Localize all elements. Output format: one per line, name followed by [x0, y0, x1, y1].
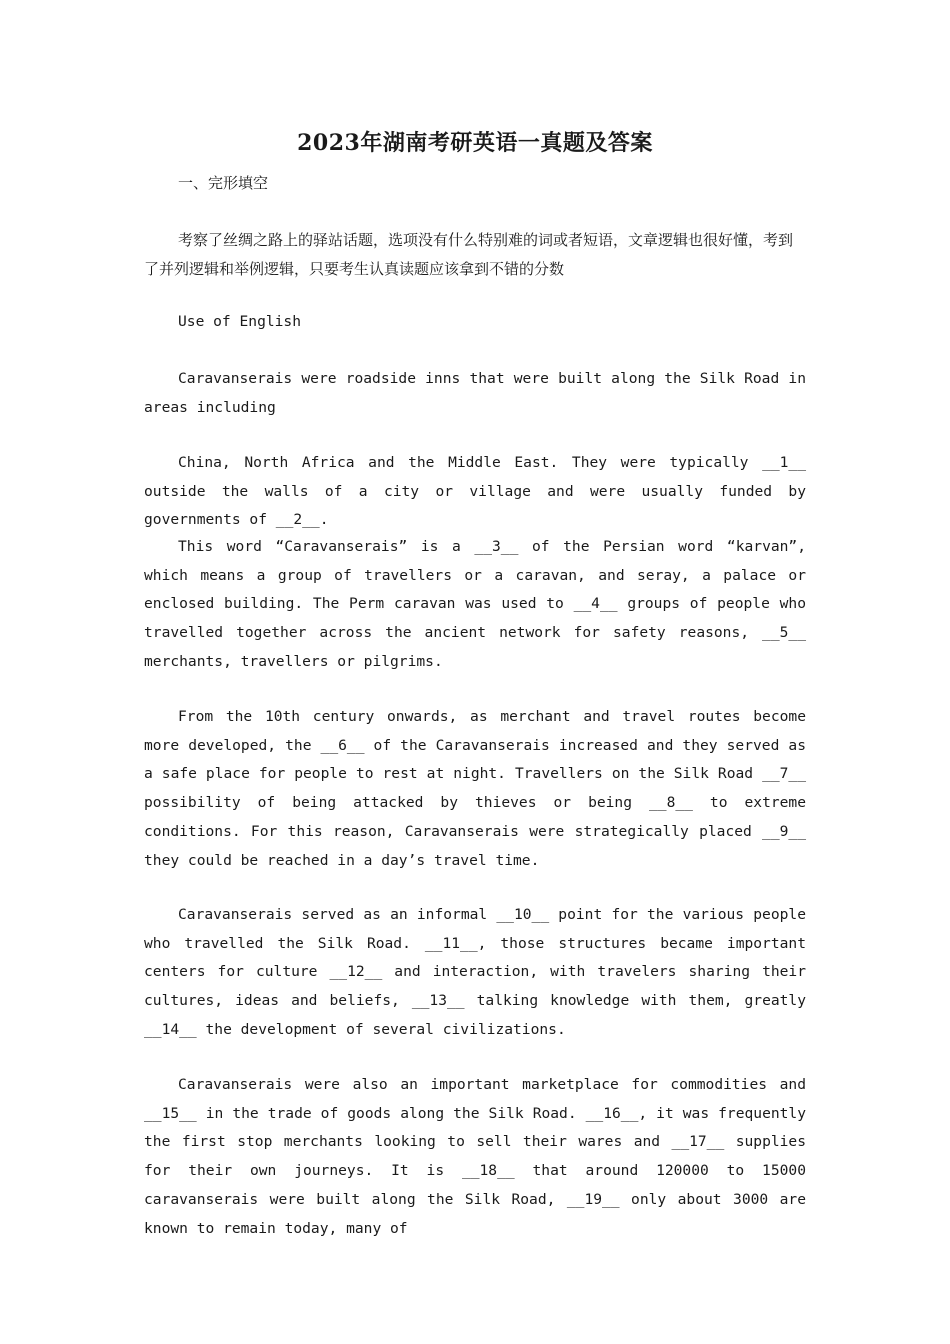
section-heading: 一、完形填空: [178, 174, 269, 192]
passage-paragraph-6: Caravanserais were also an important marketplace for commodities and __15__ in the trade of goods along the Silk Road. __16__, it was frequently the first stop merchants looking to sell their wares and __17__ supplies for their own journeys. It is __18__ that around 120000 to 15000 caravanserais were built along the Silk Road, __19__ only about 3000 are known to remain today, many of: [144, 1076, 806, 1237]
passage-paragraph-3: This word “Caravanserais” is a __3__ of the Persian word “karvan”, which means a group of travellers or a caravan, and seray, a palace or enclosed building. The Perm caravan was used to __4__ groups of people who travelled together across the ancient network for safety reasons, __5__ merchants, travellers or pilgrims.: [144, 538, 806, 670]
use-of-english-heading: Use of English: [178, 313, 302, 330]
intro-paragraph: 考察了丝绸之路上的驿站话题，选项没有什么特别难的词或者短语，文章逻辑也很好懂，考到了并列逻辑和举例逻辑，只要考生认真读题应该拿到不错的分数: [144, 231, 794, 278]
passage-paragraph-5: Caravanserais served as an informal __10__ point for the various people who travelled the Silk Road. __11__, those structures became important centers for culture __12__ and interaction, with travelers sharing their cultures, ideas and beliefs, __13__ talking knowledge with them, greatly __14__ the development of several civilizations.: [144, 906, 806, 1038]
passage-paragraph-2: China, North Africa and the Middle East. They were typically __1__ outside the walls of a city or village and were usually funded by governments of __2__.: [144, 454, 806, 529]
passage-paragraph-1: Caravanserais were roadside inns that were built along the Silk Road in areas including: [144, 370, 806, 416]
passage-paragraph-4: From the 10th century onwards, as merchant and travel routes become more developed, the __6__ of the Caravanserais increased and they served as a safe place for people to rest at night. Travellers on the Silk Road __7__ possibility of being attacked by thieves or being __8__ to extreme conditions. For this reason, Caravanserais were strategically placed __9__ they could be reached in a day’s travel time.: [144, 708, 806, 869]
document-title: 2023年湖南考研英语一真题及答案: [297, 130, 653, 156]
